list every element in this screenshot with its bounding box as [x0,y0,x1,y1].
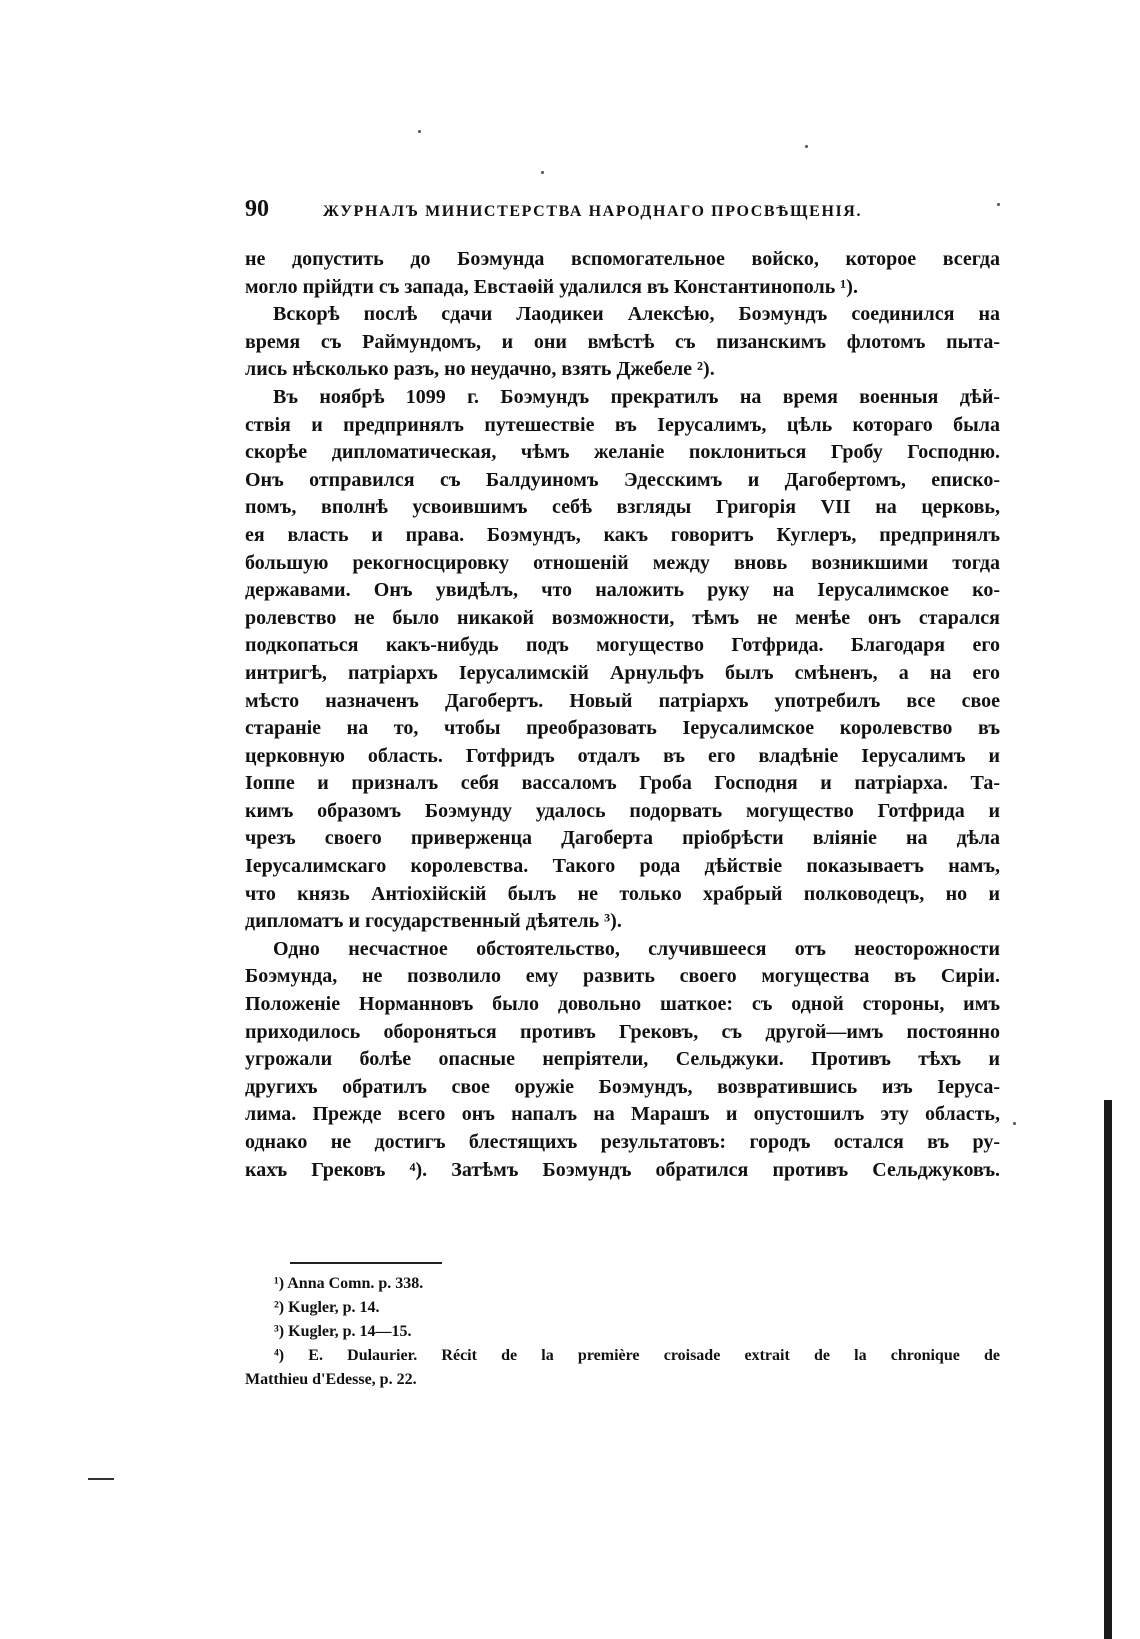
text-line: приходилось обороняться противъ Грековъ, съ другой—имъ постоянно [245,1020,1000,1043]
text-line: ствія и предпринялъ путешествіе въ Іерусалимъ, цѣль котораго была [245,413,1000,436]
text-line: кимъ образомъ Боэмунду удалось подорвать могущество Готфрида и [245,799,1000,822]
scan-speck [997,203,1000,206]
margin-mark [88,1478,114,1480]
text-line: мѣсто назначенъ Дагобертъ. Новый патріархъ употребилъ все свое [245,689,1000,712]
text-line: дипломатъ и государственный дѣятель ³). [245,910,622,933]
text-line: чрезъ своего приверженца Дагоберта пріобрѣсти вліяніе на дѣла [245,827,1000,850]
text-line: кахъ Грековъ ⁴). Затѣмъ Боэмундъ обратился противъ Сельджуковъ. [245,1158,1000,1181]
text-line: подкопаться какъ-нибудь подъ могущество Готфрида. Благодаря его [245,634,1000,657]
text-line: державами. Онъ увидѣлъ, что наложить руку на Іерусалимское ко- [245,579,1000,602]
text-line: Положеніе Норманновъ было довольно шаткое: съ одной стороны, имъ [245,993,1000,1016]
page-header [245,196,1000,224]
page-number: 90 [245,196,269,222]
text-line: ролевство не было никакой возможности, тѣмъ не менѣе онъ старался [245,606,1000,629]
footnote: ³) Kugler, p. 14—15. [274,1323,412,1340]
paragraph-start-line: Вскорѣ послѣ сдачи Лаодикеи Алексѣю, Боэмундъ соединился на [273,303,1000,326]
text-line: помъ, вполнѣ усвоившимъ себѣ взгляды Григорія VII на церковь, [245,496,1000,519]
footnote-continuation: Matthieu d'Edesse, p. 22. [245,1371,417,1388]
paragraph-start-line: Въ ноябрѣ 1099 г. Боэмундъ прекратилъ на время военныя дѣй- [273,385,1000,408]
text-line: скорѣе дипломатическая, чѣмъ желаніе поклониться Гробу Господню. [245,441,1000,464]
text-line: Онъ отправился съ Балдуиномъ Эдесскимъ и Дагобертомъ, еписко- [245,468,1000,491]
text-line: что князь Антіохійскій былъ не только храбрый полководецъ, но и [245,882,1000,905]
footnote: ¹) Anna Comn. p. 338. [274,1275,424,1292]
footnote: ⁴) E. Dulaurier. Récit de la première croisade extrait de la chronique de [274,1347,1000,1364]
footnote-divider [290,1262,442,1264]
text-line: Іоппе и призналъ себя вассаломъ Гроба Господня и патріарха. Та- [245,772,1000,795]
text-line: ея власть и права. Боэмундъ, какъ говоритъ Куглеръ, предпринялъ [245,523,1000,546]
body-text [245,246,1000,1184]
text-line: стараніе на то, чтобы преобразовать Іерусалимское королевство въ [245,717,1000,740]
text-line: лись нѣсколько разъ, но неудачно, взять Джебеле ²). [245,358,715,381]
paragraph-start-line: Одно несчастное обстоятельство, случившееся отъ неосторожности [273,937,1000,960]
footnote: ²) Kugler, p. 14. [274,1299,380,1316]
footnotes [245,1272,1000,1392]
text-line: однако не достигъ блестящихъ результатовъ: городъ остался въ ру- [245,1131,1000,1153]
scan-speck [1013,1122,1016,1125]
scan-speck [541,171,544,174]
text-line: большую рекогносцировку отношеній между вновь возникшими тогда [245,551,1000,574]
scan-edge-bar [1104,1100,1112,1639]
text-line: Боэмунда, не позволило ему развить своего могущества въ Сиріи. [245,965,1000,988]
text-line: не допустить до Боэмунда вспомогательное войско, которое всегда [245,248,1000,270]
running-title: ЖУРНАЛЪ МИНИСТЕРСТВА НАРОДНАГО ПРОСВѢЩЕНІЯ. [323,203,863,220]
scan-speck [418,130,421,133]
text-line: могло прійдти съ запада, Евстаѳій удалился въ Константинополь ¹). [245,275,858,298]
text-line: церковную область. Готфридъ отдалъ въ его владѣніе Іерусалимъ и [245,744,1000,767]
text-line: Іерусалимскаго королевства. Такого рода дѣйствіе показываетъ намъ, [245,855,1000,878]
text-line: лима. Прежде всего онъ напалъ на Марашъ и опустошилъ эту область, [245,1103,1000,1126]
text-line: время съ Раймундомъ, и они вмѣстѣ съ пизанскимъ флотомъ пыта- [245,330,1000,353]
text-line: другихъ обратилъ свое оружіе Боэмундъ, возвратившись изъ Іеруса- [245,1075,1000,1098]
text-line: угрожали болѣе опасные непріятели, Сельджуки. Противъ тѣхъ и [245,1048,1000,1071]
scan-speck [805,145,808,148]
text-line: интригѣ, патріархъ Іерусалимскій Арнульфъ былъ смѣненъ, а на его [245,661,1000,684]
